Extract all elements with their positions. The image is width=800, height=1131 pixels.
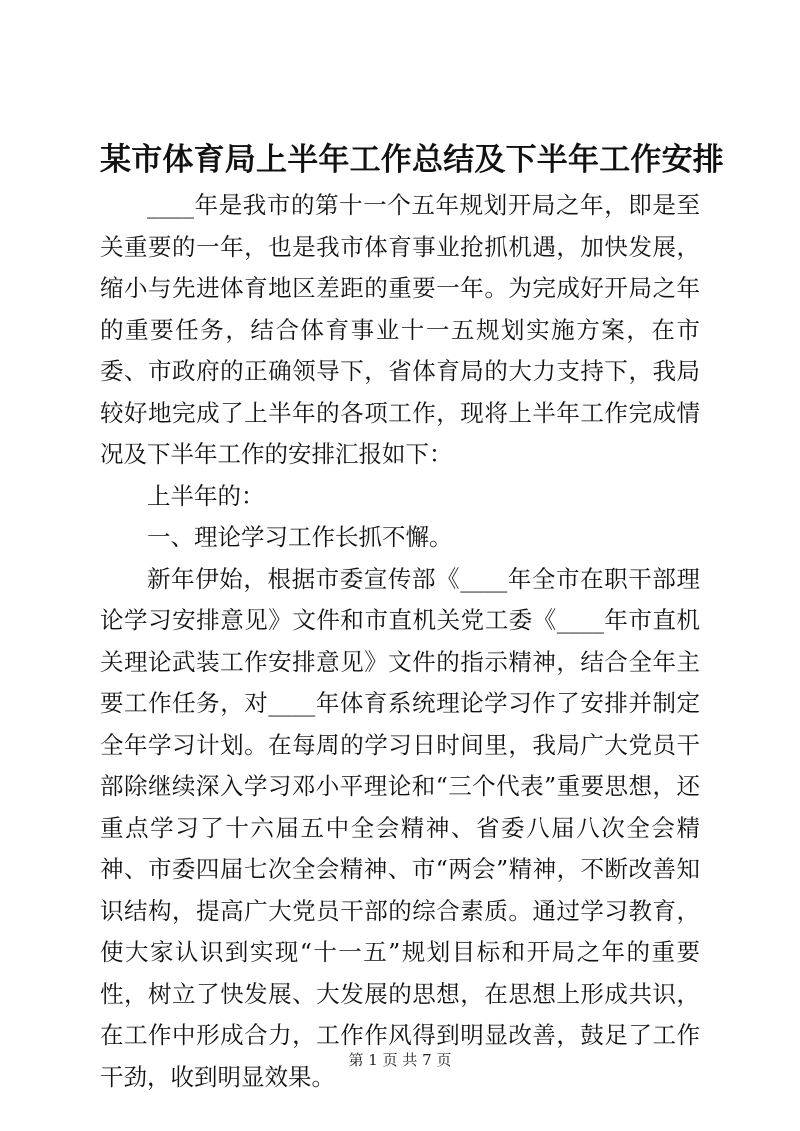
document-body [100, 185, 700, 1098]
document-title: 某市体育局上半年工作总结及下半年工作安排 [100, 142, 724, 178]
first-half-heading: 上半年的： [147, 481, 265, 510]
page-number-footer: 第 1 页 共 7 页 [348, 1051, 452, 1069]
theory-study-paragraph: 新年伊始，根据市委宣传部《____年全市在职干部理论学习安排意见》文件和市直机关党工委《____年市直机关理论武装工作安排意见》文件的指示精神，结合全年主要工作任务，对____年体育系统理论学习作了安排并制定全年学习计划。在每周的学习日时间里，我局广大党员干部除继续深入学习邓小平理论和“三个代表”重要思想，还重点学习了十六届五中全会精神、省委八届八次全会精神、市委四届七次全会精神、市“两会”精神，不断改善知识结构，提高广大党员干部的综合素质。通过学习教育，使大家认识到实现“十一五”规划目标和开局之年的重要性，树立了快发展、大发展的思想，在思想上形成共识，在工作中形成合力，工作作风得到明显改善，鼓足了工作干劲，收到明显效果。 [100, 564, 700, 1091]
section-heading-theory-study: 一、理论学习工作长抓不懈。 [147, 523, 453, 551]
intro-paragraph: ____年是我市的第十一个五年规划开局之年，即是至关重要的一年，也是我市体育事业抢抓机遇，加快发展，缩小与先进体育地区差距的重要一年。为完成好开局之年的重要任务，结合体育事业十一五规划实施方案，在市委、市政府的正确领导下，省体育局的大力支持下，我局较好地完成了上半年的各项工作，现将上半年工作完成情况及下半年工作的安排汇报如下： [100, 191, 700, 468]
